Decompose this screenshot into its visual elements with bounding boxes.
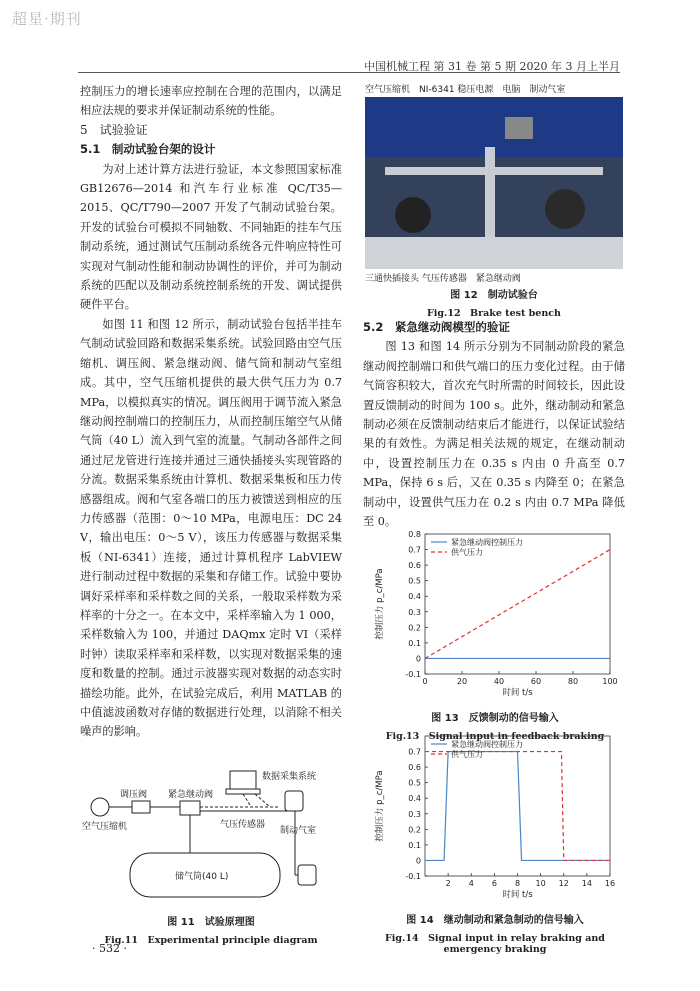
figure-caption-en: Fig.12 Brake test bench: [427, 308, 561, 319]
paragraph: 控制压力的增长速率应控制在合理的范围内，以满足相应法规的要求并保证制动系统的性能。: [80, 85, 342, 118]
x-tick-label: 8: [514, 879, 521, 888]
figure-12: [365, 82, 623, 319]
x-axis-label: 时间 t/s: [502, 688, 533, 698]
x-axis-label: 时间 t/s: [502, 890, 533, 900]
x-tick-label: 10: [535, 879, 546, 888]
x-tick-label: 4: [468, 879, 474, 888]
y-tick-label: 0.4: [408, 794, 421, 804]
y-tick-label: 0.3: [408, 809, 421, 819]
figure-caption-en: Fig.13 Signal input in feedback braking: [385, 731, 605, 742]
x-tick-label: 20: [456, 677, 468, 686]
figure-caption-en: Fig.14 Signal input in relay braking and emergency braking: [385, 933, 605, 955]
legend-entry: 紧急继动阀控制压力: [451, 740, 523, 749]
right-column: [363, 318, 625, 531]
y-tick-label: 0.1: [408, 638, 421, 648]
subsection-heading: 5.1 制动试验台架的设计: [80, 142, 216, 157]
y-tick-label: 0: [415, 856, 421, 866]
label-relay-valve: 紧急继动阀: [168, 790, 214, 800]
y-tick-label: 0.7: [408, 545, 421, 555]
label-tank: 储气筒(40 L): [175, 872, 229, 882]
label-regulator: 调压阀: [120, 790, 148, 800]
page-number: · 532 ·: [92, 942, 127, 955]
y-tick-label: 0.4: [408, 592, 421, 602]
legend-entry: 紧急继动阀控制压力: [451, 538, 523, 547]
running-header: 中国机械工程 第 31 卷 第 5 期 2020 年 3 月上半月: [364, 60, 620, 73]
x-tick-label: 2: [445, 879, 451, 888]
compressor-icon: [91, 798, 109, 816]
y-tick-label: -0.1: [405, 872, 421, 881]
label-chamber: 制动气室: [280, 826, 317, 836]
figure-caption-zh: 图 11 试验原理图: [167, 917, 255, 928]
relay-emergency-chart: [370, 730, 620, 905]
legend-entry: 供气压力: [451, 548, 483, 557]
x-tick-label: 0: [422, 677, 428, 686]
legend-entry: 供气压力: [451, 750, 483, 759]
y-tick-label: 0.5: [408, 576, 421, 586]
x-tick-label: 14: [581, 879, 592, 888]
x-tick-label: 16: [604, 879, 616, 888]
series-line-0: [425, 752, 610, 861]
header-rule: [78, 72, 620, 73]
y-tick-label: 0: [415, 654, 421, 664]
y-tick-label: 0.6: [408, 763, 421, 773]
y-axis-label: 控制压力 p_c/MPa: [375, 770, 385, 842]
figure-caption-zh: 图 12 制动试验台: [450, 290, 538, 301]
feedback-chart: [370, 528, 620, 703]
principle-diagram: [80, 765, 342, 905]
figure-caption-zh: 图 13 反馈制动的信号输入: [431, 713, 559, 724]
y-tick-label: 0.3: [408, 607, 421, 617]
brake-chamber-icon: [285, 791, 303, 811]
photo-bottom-labels: 三通快插接头 气压传感器 紧急继动阀: [365, 274, 521, 284]
y-tick-label: 0.2: [408, 623, 421, 633]
test-bench-photo: [365, 97, 623, 269]
paragraph: 为对上述计算方法进行验证，本文参照国家标准 GB12676—2014 和汽车行业标准 QC/T35—2015、QC/T790—2007 开发了气制动试验台架。开发的试验台可模拟不同轴数、不同轴距的挂车气压制动系统，通过测试气压制动系统各元件响应特性可实现对气制动性能和制动协调性的评价，并可为制动系统的匹配以及制动系统控制系统的开发、调试提供硬件平台。: [80, 162, 342, 312]
y-tick-label: 0.2: [408, 825, 421, 835]
figure-11: [80, 765, 342, 946]
x-tick-label: 100: [602, 677, 618, 686]
x-tick-label: 40: [493, 677, 505, 686]
y-tick-label: 0.1: [408, 840, 421, 850]
y-tick-label: 0.5: [408, 778, 421, 788]
x-tick-label: 60: [530, 677, 542, 686]
relay-valve-icon: [180, 801, 200, 815]
section-heading: 5 试验验证: [80, 122, 148, 137]
paragraph: 如图 11 和图 12 所示，制动试验台包括半挂车气制动试验回路和数据采集系统。试验回路由空气压缩机、调压阀、紧急继动阀、储气筒和制动气室组成。其中，空气压缩机提供的最大供气压力为 0.7 MPa，以模拟真实的情况。调压阀用于调节流入紧急继动阀控制端口的控制压力，从而控制压缩空气从储气筒（40 L）流入到气室的流量。气制动各部件之间通过尼龙管进行连接并通过三通快插接头实现管路的分流。数据采集系统由计算机、数据采集板和压力传感器组成。阀和气室各端口的压力被馈送到相应的压力传感器（范围：0～10 MPa，电源电压：DC 24 V，输出电压：0～5 V），该压力传感器与数据采集板（NI-6341）连接，通过计算机程序 LabVIEW 进行制动过程中数据的采集和存储工作。试验中要协调好采样率和采样数之间的关系，一般取采样数为采样率的十分之一。在本文中，采样率输入为 1 000，采样数输入为 100，并通过 DAQmx 定时 VI（采样时钟）读取采样率和采样数，以实现对数据采集的速度和数量的控制。通过示波器实现对数据的动态实时描绘功能。此外，在试验完成后，利用 MATLAB 的中值滤波函数对存储的数据进行处理，以消除不相关噪声的影响。: [80, 317, 342, 739]
paragraph: 图 13 和图 14 所示分别为不同制动阶段的紧急继动阀控制端口和供气端口的压力变化过程。由于储气筒容积较大，首次充气时所需的时间较长，因此设置反馈制动的时间为 100 s。此外，继动制动和紧急制动必须在反馈制动结束后才能进行，以保证试验结果的有效性。为满足相关法规的规定，在继动制动中，设置控制压力在 0.35 s 内由 0 升高至 0.7 MPa，保持 6 s 后，又在 0.35 s 内降至 0；在紧急制动中，设置供气压力在 0.2 s 内由 0.7 MPa 降低至 0。: [363, 340, 625, 529]
photo-top-labels: 空气压缩机 NI-6341 稳压电源 电脑 制动气室: [365, 85, 566, 95]
y-tick-label: 0.8: [408, 530, 421, 539]
y-tick-label: -0.1: [405, 670, 421, 679]
figure-caption-zh: 图 14 继动制动和紧急制动的信号输入: [406, 915, 584, 926]
left-column: [80, 82, 342, 742]
figure-caption-en: Fig.11 Experimental principle diagram: [104, 935, 318, 946]
y-tick-label: 0.7: [408, 747, 421, 757]
label-compressor: 空气压缩机: [82, 822, 128, 832]
regulator-icon: [132, 801, 150, 813]
series-line-1: [425, 752, 610, 861]
series-line-1: [425, 550, 610, 659]
x-tick-label: 6: [491, 879, 497, 888]
label-daq: 数据采集系统: [262, 772, 317, 782]
subsection-heading: 5.2 紧急继动阀模型的验证: [363, 320, 510, 334]
figure-13: [370, 528, 620, 742]
watermark: 超星·期刊: [12, 10, 82, 28]
x-tick-label: 80: [567, 677, 579, 686]
y-axis-label: 控制压力 p_c/MPa: [375, 568, 385, 640]
figure-14: [370, 730, 620, 955]
y-tick-label: 0.6: [408, 561, 421, 571]
label-sensor: 气压传感器: [220, 820, 266, 830]
computer-icon: [230, 771, 256, 789]
x-tick-label: 12: [558, 879, 569, 888]
